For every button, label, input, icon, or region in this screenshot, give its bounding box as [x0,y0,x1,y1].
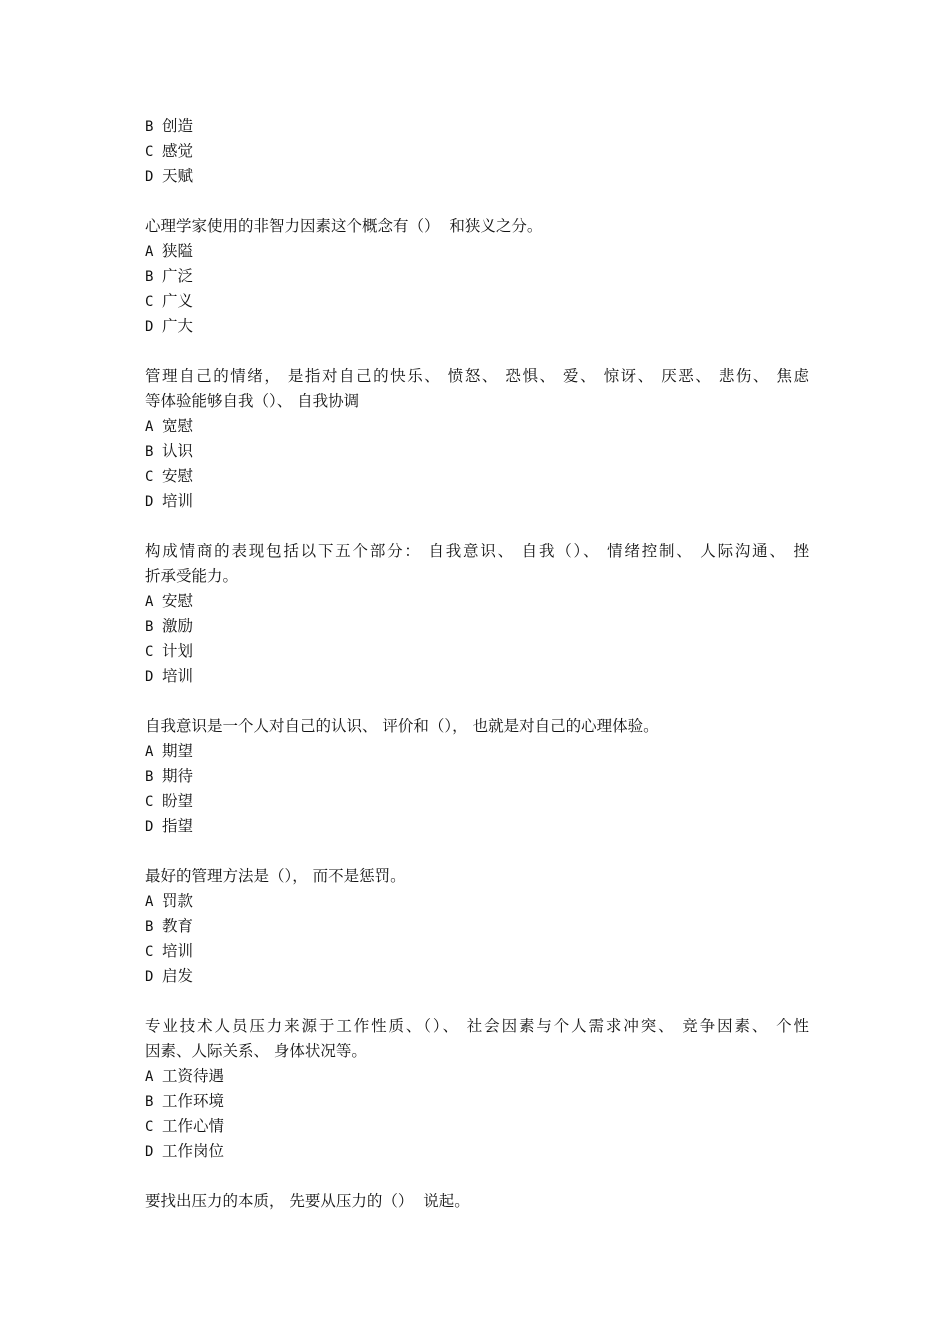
option-text: 启发 [162,967,194,985]
option-item [145,464,809,489]
option-text: 创造 [162,117,194,135]
option-letter: A [145,244,154,260]
option-letter: A [145,1069,154,1085]
option-letter: B [145,1094,154,1110]
option-letter: D [145,969,154,985]
option-text: 激励 [162,617,194,635]
option-letter: A [145,744,154,760]
option-letter: D [145,1144,154,1160]
option-item [145,1139,809,1164]
option-item [145,614,809,639]
option-item [145,139,809,164]
option-item [145,789,809,814]
option-item [145,439,809,464]
spacer [145,689,809,714]
spacer [145,1164,809,1189]
option-letter: C [145,794,154,810]
option-letter: D [145,319,154,335]
option-text: 广大 [162,317,194,335]
option-letter: C [145,644,154,660]
question-block [145,214,809,339]
question-stem: 专业技术人员压力来源于工作性质、（）、 社会因素与个人需求冲突、 竞争因素、 个性 [145,1017,809,1035]
option-letter: B [145,919,154,935]
option-item [145,814,809,839]
option-text: 培训 [162,492,194,510]
question-stem-continued: 因素、人际关系、 身体状况等。 [145,1042,367,1060]
option-letter: B [145,769,154,785]
spacer [145,339,809,364]
option-text: 计划 [162,642,194,660]
option-text: 工作心情 [162,1117,225,1135]
option-text: 广义 [162,292,194,310]
option-letter: D [145,669,154,685]
spacer [145,839,809,864]
option-item [145,639,809,664]
option-text: 狭隘 [162,242,194,260]
continuation-options [145,114,809,189]
option-text: 宽慰 [162,417,194,435]
option-letter: C [145,944,154,960]
option-text: 期待 [162,767,194,785]
option-text: 安慰 [162,467,194,485]
question-block [145,539,809,689]
spacer [145,989,809,1014]
option-text: 培训 [162,942,194,960]
option-text: 培训 [162,667,194,685]
option-letter: D [145,494,154,510]
option-item [145,489,809,514]
question-stem: 构成情商的表现包括以下五个部分： 自我意识、 自我（）、 情绪控制、 人际沟通、 挫 [145,542,809,560]
question-block [145,364,809,514]
option-item [145,764,809,789]
option-text: 安慰 [162,592,194,610]
document-page [145,114,809,1214]
question-block [145,1189,809,1214]
option-item [145,1064,809,1089]
option-text: 盼望 [162,792,194,810]
question-block [145,714,809,839]
option-text: 期望 [162,742,194,760]
option-text: 教育 [162,917,194,935]
option-text: 感觉 [162,142,194,160]
option-item [145,1114,809,1139]
option-letter: B [145,619,154,635]
option-item [145,1089,809,1114]
question-stem: 自我意识是一个人对自己的认识、 评价和（）， 也就是对自己的心理体验。 [145,717,659,735]
question-stem-continued: 折承受能力。 [145,567,239,585]
option-letter: A [145,594,154,610]
option-item [145,914,809,939]
option-letter: D [145,169,154,185]
option-item [145,664,809,689]
option-text: 广泛 [162,267,194,285]
option-letter: B [145,444,154,460]
option-letter: C [145,469,154,485]
question-stem: 管理自己的情绪， 是指对自己的快乐、 愤怒、 恐惧、 爱、 惊讶、 厌恶、 悲伤、 焦虑 [145,367,809,385]
question-stem: 心理学家使用的非智力因素这个概念有（） 和狭义之分。 [145,217,543,235]
option-item [145,239,809,264]
option-item [145,114,809,139]
option-text: 工作环境 [162,1092,225,1110]
option-letter: A [145,894,154,910]
option-item [145,414,809,439]
option-item [145,739,809,764]
question-block [145,864,809,989]
option-item [145,164,809,189]
option-text: 罚款 [162,892,194,910]
option-item [145,589,809,614]
option-letter: D [145,819,154,835]
option-item [145,264,809,289]
option-item [145,939,809,964]
option-letter: C [145,144,154,160]
option-text: 指望 [162,817,194,835]
option-text: 工作岗位 [162,1142,225,1160]
question-stem: 最好的管理方法是（）， 而不是惩罚。 [145,867,406,885]
option-letter: C [145,1119,154,1135]
option-letter: C [145,294,154,310]
option-item [145,889,809,914]
option-text: 认识 [162,442,194,460]
question-stem-continued: 等体验能够自我（）、 自我协调 [145,392,360,410]
option-item [145,964,809,989]
question-stem: 要找出压力的本质， 先要从压力的（） 说起。 [145,1192,470,1210]
option-text: 工资待遇 [162,1067,225,1085]
option-text: 天赋 [162,167,194,185]
option-item [145,314,809,339]
spacer [145,189,809,214]
option-letter: B [145,269,154,285]
spacer [145,514,809,539]
question-block [145,1014,809,1164]
option-letter: B [145,119,154,135]
option-letter: A [145,419,154,435]
option-item [145,289,809,314]
